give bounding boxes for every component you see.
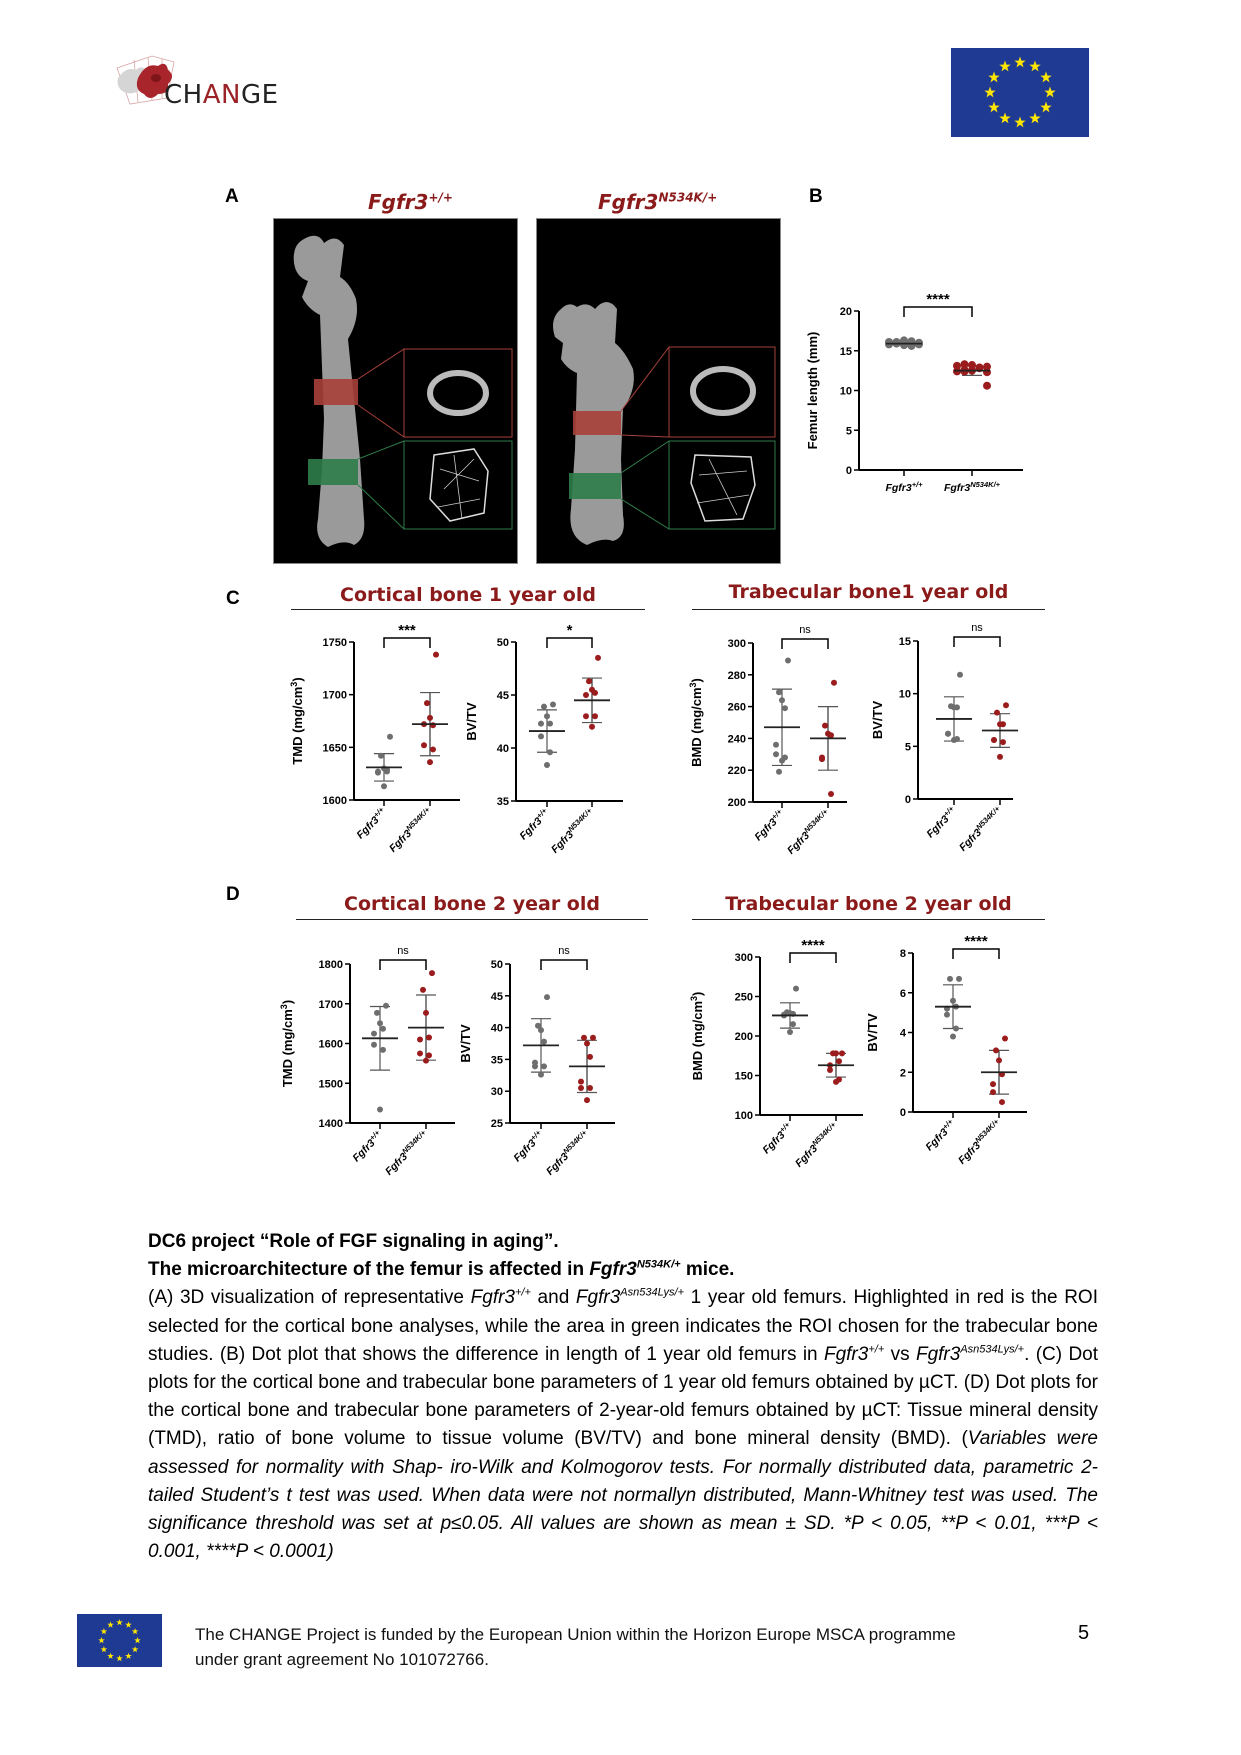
data-point — [990, 1081, 996, 1087]
section-divider — [692, 919, 1045, 920]
data-point — [584, 1041, 590, 1047]
caption-subtitle: The microarchitecture of the femur is affected in $Fgfr3^{N534K/+}$ mice. — [148, 1258, 735, 1281]
eu-star-icon — [1029, 61, 1040, 72]
bvtv-trabecular-1yr-chart — [870, 615, 1040, 885]
trabecular-roi-marker — [569, 473, 621, 499]
y-tick-label: 240 — [727, 733, 746, 746]
y-tick-label: 35 — [496, 796, 509, 808]
y-tick-label: 1500 — [318, 1078, 343, 1091]
data-point — [538, 1072, 544, 1078]
data-point — [782, 705, 788, 711]
eu-stars-icon — [77, 1614, 162, 1667]
change-logo — [112, 48, 292, 118]
eu-star-icon — [1040, 102, 1051, 113]
data-point — [1000, 739, 1006, 745]
y-tick-label: 10 — [839, 385, 852, 398]
femur-3d-image-wildtype — [273, 218, 518, 564]
eu-star-icon — [116, 1619, 123, 1625]
eu-star-icon — [999, 61, 1010, 72]
y-axis-label: BV/TV — [464, 702, 479, 741]
x-category-label: Fgfr3+/+ — [760, 1120, 792, 1157]
femur-3d-image-mutant — [536, 218, 781, 564]
data-point — [828, 791, 834, 797]
y-tick-label: 1700 — [322, 689, 347, 702]
data-point — [589, 724, 595, 730]
y-tick-label: 280 — [727, 669, 746, 682]
y-tick-label: 50 — [496, 637, 509, 649]
data-point — [583, 713, 589, 719]
data-point — [819, 756, 825, 762]
section-divider — [296, 919, 648, 920]
data-point — [592, 713, 598, 719]
significance-bracket — [380, 960, 426, 970]
x-category-label: $Fgfr3^{N534K/+}$ — [792, 1120, 838, 1170]
y-axis-label: BV/TV — [865, 1013, 880, 1052]
data-point — [773, 742, 779, 748]
eu-star-icon — [999, 113, 1010, 124]
data-point — [785, 657, 791, 663]
eu-star-icon — [116, 1655, 123, 1661]
data-point — [776, 769, 782, 775]
footer-funding-text — [195, 1622, 1055, 1672]
data-point — [950, 1033, 956, 1039]
data-point — [380, 1026, 386, 1032]
bmd-1yr-chart — [690, 615, 870, 885]
y-tick-label: 5 — [904, 741, 911, 754]
y-tick-label: 15 — [839, 345, 852, 358]
y-tick-label: 1600 — [322, 795, 347, 807]
image-title-mutant: $Fgfr3^{N534K/+}$ — [598, 190, 718, 214]
page-number: 5 — [1078, 1622, 1090, 1644]
section-divider — [291, 609, 645, 610]
eu-star-icon — [125, 1621, 132, 1627]
x-category-label: Fgfr3+/+ — [923, 1117, 955, 1154]
eu-star-icon — [1040, 72, 1051, 83]
data-point — [827, 1067, 833, 1073]
data-point — [423, 1058, 429, 1064]
data-point — [587, 1085, 593, 1091]
data-point — [833, 1079, 839, 1085]
x-category-label: Fgfr3+/+ — [885, 480, 923, 494]
data-point — [833, 1050, 839, 1056]
data-point — [983, 368, 991, 376]
image-title-wildtype: Fgfr3+/+ — [368, 190, 453, 214]
y-tick-label: 150 — [734, 1070, 753, 1083]
data-point — [953, 1026, 959, 1032]
eu-star-icon — [107, 1621, 114, 1627]
data-point — [983, 382, 991, 390]
data-point — [945, 731, 951, 737]
y-tick-label: 15 — [898, 636, 911, 648]
panel-label-c: C — [226, 588, 240, 609]
data-point — [893, 338, 901, 346]
data-point — [592, 690, 598, 696]
caption-body: (A) 3D visualization of representative Fgfr3+/+ and $Fgfr3^{Asn534Lys/+}$ 1 year old femurs. Highlighted in red is the ROI selected for the cortical bone analyses, while the area in green indicates the ROI chosen for the trabecular bone studies. (B) Dot plot that shows the difference in length of 1 year old femurs in Fgfr3+/+ vs $Fgfr3^{Asn534Lys/+}$. (C) Dot plots for the cortical bone and trabecular bone parameters of 1 year old femurs obtained by µCT. (D) Dot plots for the cortical bone and trabecular bone parameters of 2-year-old femurs obtained by µCT: Tissue mineral density (TMD), ratio of bone volume to tissue volume (BV/TV) and bone mineral density (BMD). (Variables were assessed for normality with Shap- iro-Wilk and Kolmogorov tests. For normally distributed data, parametric 2-tailed Student’s t test was used. When data were not normallyn distributed, Mann-Whitney test was used. The significance threshold was set at p≤0.05. All values are shown as mean ± SD. *P < 0.05, **P < 0.01, ***P < 0.001, ****P < 0.0001) — [148, 1287, 1099, 1563]
y-tick-label: 35 — [490, 1054, 503, 1067]
significance-bracket — [790, 953, 836, 963]
x-category-label: $Fgfr3^{N534K/+}$ — [943, 480, 1001, 494]
data-point — [957, 672, 963, 678]
data-point — [828, 732, 834, 738]
significance-bracket — [954, 637, 1000, 647]
y-tick-label: 6 — [899, 987, 906, 1000]
panel-label-a: A — [225, 186, 239, 207]
y-tick-label: 8 — [899, 948, 906, 960]
data-point — [581, 1035, 587, 1041]
y-axis-label: Femur length (mm) — [805, 331, 820, 450]
data-point — [541, 1039, 547, 1045]
significance-label: ns — [558, 945, 570, 957]
panel-label-d: D — [226, 884, 240, 905]
tmd-1yr-chart — [280, 615, 480, 885]
footer-line-2: under grant agreement No 101072766. — [195, 1650, 489, 1669]
data-point — [374, 1010, 380, 1016]
data-point — [550, 702, 556, 708]
x-category-label: $Fgfr3^{N534K/+}$ — [543, 1128, 589, 1178]
significance-bracket — [953, 949, 999, 959]
footer-line-1: The CHANGE Project is funded by the European Union within the Horizon Europe MSCA programme — [195, 1625, 956, 1644]
data-point — [793, 986, 799, 992]
significance-label: *** — [398, 622, 416, 639]
data-point — [583, 692, 589, 698]
femur-length-chart — [800, 280, 1040, 510]
eu-star-icon — [988, 102, 999, 113]
data-point — [538, 733, 544, 739]
eu-star-icon — [101, 1646, 108, 1652]
data-point — [994, 710, 1000, 716]
data-point — [584, 1097, 590, 1103]
x-category-label: Fgfr3+/+ — [354, 805, 386, 842]
data-point — [378, 753, 384, 759]
data-point — [371, 1031, 377, 1037]
data-point — [947, 976, 953, 982]
x-category-label: $Fgfr3^{N534K/+}$ — [548, 806, 594, 856]
data-point — [547, 749, 553, 755]
y-tick-label: 1650 — [322, 742, 347, 755]
data-point — [587, 1054, 593, 1060]
bvtv-trabecular-2yr-chart — [865, 925, 1040, 1195]
eu-star-icon — [125, 1653, 132, 1659]
significance-label: **** — [964, 933, 988, 950]
y-axis-label: TMD $(mg/cm^3)$ — [279, 999, 295, 1088]
data-point — [586, 678, 592, 684]
tmd-2yr-chart — [280, 925, 470, 1195]
y-axis-label: BMD $(mg/cm^3)$ — [688, 678, 704, 767]
trabecular-roi-marker — [308, 459, 358, 485]
cortical-roi-marker — [314, 379, 358, 405]
data-point — [996, 1057, 1002, 1063]
y-tick-label: 260 — [727, 701, 746, 714]
y-tick-label: 45 — [496, 690, 509, 702]
data-point — [779, 758, 785, 764]
y-tick-label: 200 — [727, 797, 746, 809]
y-axis-label: BV/TV — [870, 700, 885, 740]
significance-label: * — [566, 622, 573, 639]
x-category-label: $Fgfr3^{N534K/+}$ — [386, 805, 432, 855]
data-point — [773, 751, 779, 757]
eu-star-icon — [988, 72, 999, 83]
eu-star-icon — [1014, 117, 1025, 128]
x-category-label: Fgfr3+/+ — [350, 1128, 382, 1165]
y-tick-label: 100 — [734, 1110, 753, 1122]
bvtv-cortical-2yr-chart — [455, 925, 635, 1195]
significance-label: **** — [801, 937, 825, 954]
section-title-trabecular-1yr: Trabecular bone1 year old — [728, 581, 1009, 603]
data-point — [426, 1035, 432, 1041]
y-tick-label: 0 — [904, 794, 911, 806]
eu-star-icon — [107, 1653, 114, 1659]
bvtv-cortical-1yr-chart — [460, 615, 640, 885]
data-point — [375, 770, 381, 776]
data-point — [433, 652, 439, 658]
panel-label-b: B — [809, 186, 823, 207]
significance-label: ns — [971, 622, 983, 634]
significance-bracket — [547, 638, 592, 648]
x-category-label: $Fgfr3^{N534K/+}$ — [382, 1128, 428, 1178]
data-point — [836, 1058, 842, 1064]
data-point — [538, 1027, 544, 1033]
data-point — [956, 976, 962, 982]
data-point — [532, 1063, 538, 1069]
cortical-roi-marker — [573, 411, 621, 435]
data-point — [430, 722, 436, 728]
y-tick-label: 30 — [490, 1086, 503, 1099]
y-tick-label: 300 — [727, 638, 746, 650]
y-axis-label: TMD $(mg/cm^3)$ — [289, 677, 305, 765]
data-point — [839, 1050, 845, 1056]
eu-star-icon — [132, 1646, 139, 1652]
data-point — [1002, 1035, 1008, 1041]
eu-star-icon — [134, 1637, 141, 1643]
data-point — [1003, 702, 1009, 708]
data-point — [380, 1047, 386, 1053]
data-point — [387, 734, 393, 740]
data-point — [990, 1089, 996, 1095]
eu-star-icon — [1044, 87, 1055, 98]
y-tick-label: 5 — [845, 425, 852, 438]
eu-star-icon — [1014, 57, 1025, 68]
data-point — [427, 759, 433, 765]
x-category-label: $Fgfr3^{N534K/+}$ — [956, 804, 1002, 854]
data-point — [776, 689, 782, 695]
y-tick-label: 2 — [899, 1067, 906, 1080]
data-point — [544, 762, 550, 768]
significance-label: **** — [926, 291, 950, 308]
data-point — [954, 704, 960, 710]
data-point — [430, 746, 436, 752]
section-title-cortical-2yr: Cortical bone 2 year old — [344, 893, 600, 915]
y-tick-label: 1800 — [318, 959, 343, 971]
data-point — [544, 994, 550, 1000]
y-tick-label: 300 — [734, 952, 753, 964]
data-point — [991, 737, 997, 743]
y-tick-label: 200 — [734, 1031, 753, 1043]
data-point — [944, 1012, 950, 1018]
data-point — [417, 1037, 423, 1043]
x-category-label: Fgfr3+/+ — [511, 1128, 543, 1165]
data-point — [423, 1010, 429, 1016]
data-point — [429, 970, 435, 976]
data-point — [997, 754, 1003, 760]
data-point — [420, 987, 426, 993]
data-point — [377, 1106, 383, 1112]
y-tick-label: 25 — [490, 1118, 503, 1130]
data-point — [950, 998, 956, 1004]
data-point — [547, 721, 553, 727]
data-point — [578, 1085, 584, 1091]
eu-stars-icon — [951, 48, 1089, 137]
y-tick-label: 20 — [839, 306, 852, 318]
data-point — [968, 361, 976, 369]
x-category-label: Fgfr3+/+ — [517, 806, 549, 843]
significance-bracket — [782, 639, 828, 649]
x-category-label: $Fgfr3^{N534K/+}$ — [955, 1117, 1001, 1167]
data-point — [544, 713, 550, 719]
y-tick-label: 1400 — [318, 1118, 343, 1130]
y-axis-label: BMD $(mg/cm^3)$ — [689, 991, 705, 1081]
y-tick-label: 250 — [734, 991, 753, 1004]
figure-caption — [148, 1228, 1098, 1566]
data-point — [1000, 721, 1006, 727]
caption-title: DC6 project “Role of FGF signaling in aging”. — [148, 1231, 559, 1252]
data-point — [377, 1020, 383, 1026]
data-point — [831, 680, 837, 686]
section-title-trabecular-2yr: Trabecular bone 2 year old — [725, 893, 1012, 915]
y-tick-label: 4 — [899, 1027, 906, 1040]
data-point — [383, 1003, 389, 1009]
data-point — [424, 700, 430, 706]
data-point — [371, 1042, 377, 1048]
data-point — [790, 1021, 796, 1027]
y-tick-label: 1700 — [318, 998, 343, 1011]
data-point — [426, 1052, 432, 1058]
x-category-label: Fgfr3+/+ — [752, 807, 784, 844]
data-point — [595, 655, 601, 661]
y-axis-label: BV/TV — [458, 1024, 473, 1063]
x-category-label: $Fgfr3^{N534K/+}$ — [784, 807, 830, 857]
eu-star-icon — [98, 1637, 105, 1643]
data-point — [421, 742, 427, 748]
significance-label: ns — [799, 624, 811, 636]
significance-label: ns — [397, 945, 409, 957]
data-point — [541, 1063, 547, 1069]
y-tick-label: 50 — [490, 959, 503, 971]
y-tick-label: 45 — [490, 990, 503, 1003]
data-point — [427, 715, 433, 721]
data-point — [779, 697, 785, 703]
y-tick-label: 0 — [845, 465, 852, 477]
data-point — [822, 723, 828, 729]
eu-star-icon — [1029, 113, 1040, 124]
section-title-cortical-1yr: Cortical bone 1 year old — [340, 584, 596, 606]
y-tick-label: 10 — [898, 688, 911, 701]
data-point — [578, 1079, 584, 1085]
data-point — [908, 341, 916, 349]
data-point — [538, 721, 544, 727]
data-point — [951, 737, 957, 743]
eu-star-icon — [984, 87, 995, 98]
eu-star-icon — [101, 1628, 108, 1634]
significance-bracket — [904, 307, 972, 317]
significance-bracket — [541, 960, 587, 970]
y-tick-label: 1600 — [318, 1038, 343, 1051]
y-tick-label: 40 — [490, 1022, 503, 1035]
bmd-2yr-chart — [690, 925, 875, 1195]
data-point — [590, 1035, 596, 1041]
y-tick-label: 1750 — [322, 637, 347, 649]
y-tick-label: 0 — [899, 1107, 906, 1119]
data-point — [787, 1029, 793, 1035]
logo-text: CHANGE — [164, 80, 279, 110]
y-tick-label: 220 — [727, 765, 746, 778]
eu-flag-icon — [951, 48, 1089, 137]
data-point — [417, 1050, 423, 1056]
significance-bracket — [384, 638, 430, 648]
data-point — [381, 783, 387, 789]
data-point — [541, 704, 547, 710]
y-tick-label: 40 — [496, 743, 509, 755]
data-point — [999, 1099, 1005, 1105]
eu-flag-footer-icon — [77, 1614, 162, 1667]
x-category-label: Fgfr3+/+ — [924, 804, 956, 841]
eu-star-icon — [132, 1628, 139, 1634]
section-divider — [692, 609, 1045, 610]
data-point — [993, 1047, 999, 1053]
